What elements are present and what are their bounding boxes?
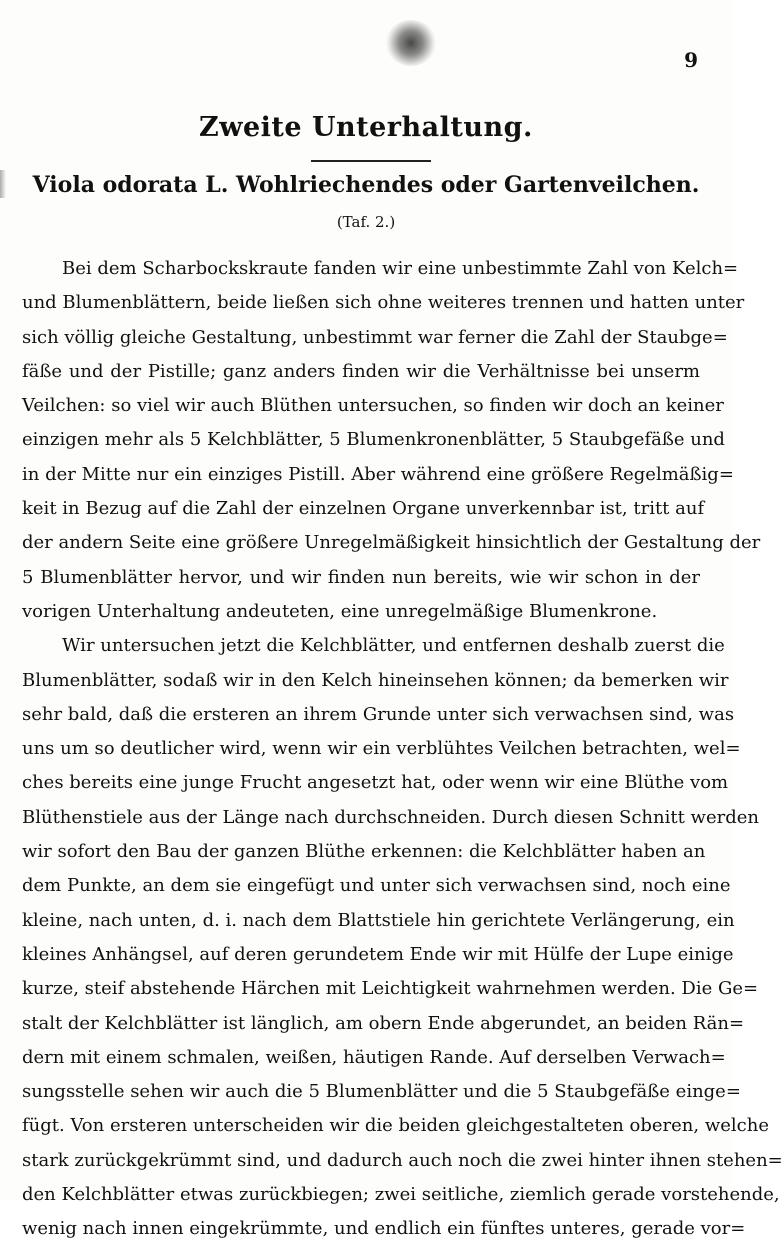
text-line: fäße und der Pistille; ganz anders finden wir die Verhältnisse bei unserm bbox=[22, 360, 700, 382]
text-line: Blumenblätter, sodaß wir in den Kelch hineinsehen können; da bemerken wir bbox=[22, 669, 729, 691]
text-line: dern mit einem schmalen, weißen, häutigen Rande. Auf derselben Verwach= bbox=[22, 1046, 726, 1068]
text-line: der andern Seite eine größere Unregelmäßigkeit hinsichtlich der Gestaltung der bbox=[22, 532, 761, 554]
text-line: sich völlig gleiche Gestaltung, unbestimmt war ferner die Zahl der Staubge= bbox=[22, 326, 728, 348]
text-line: stark zurückgekrümmt sind, und dadurch auch noch die zwei hinter ihnen stehen= bbox=[22, 1149, 783, 1171]
text-line: kleines Anhängsel, auf deren gerundetem Ende wir mit Hülfe der Lupe einige bbox=[22, 943, 734, 965]
text-line: in der Mitte nur ein einziges Pistill. Aber während eine größere Regelmäßig= bbox=[22, 463, 734, 485]
ink-smudge bbox=[386, 20, 436, 66]
text-line: vorigen Unterhaltung andeuteten, eine unregelmäßige Blumenkrone. bbox=[22, 600, 658, 622]
chapter-title: Zweite Unterhaltung. bbox=[199, 112, 533, 143]
text-line: wenig nach innen eingekrümmte, und endlich ein fünftes unteres, gerade vor= bbox=[22, 1218, 746, 1240]
page-number: 9 bbox=[684, 48, 698, 72]
text-line: uns um so deutlicher wird, wenn wir ein verblühtes Veilchen betrachten, wel= bbox=[22, 738, 741, 760]
text-line: sungsstelle sehen wir auch die 5 Blumenblätter und die 5 Staubgefäße einge= bbox=[22, 1081, 741, 1103]
title-divider bbox=[311, 160, 431, 162]
text-line: kurze, steif abstehende Härchen mit Leichtigkeit wahrnehmen werden. Die Ge= bbox=[22, 978, 759, 1000]
section-subtitle: Viola odorata L. Wohlriechendes oder Gartenveilchen. bbox=[32, 172, 700, 198]
text-line: einzigen mehr als 5 Kelchblätter, 5 Blumenkronenblätter, 5 Staubgefäße und bbox=[22, 429, 725, 451]
text-line: keit in Bezug auf die Zahl der einzelnen Organe unverkennbar ist, tritt auf bbox=[22, 498, 705, 520]
text-line: sehr bald, daß die ersteren an ihrem Grunde unter sich verwachsen sind, was bbox=[22, 703, 735, 725]
body-text bbox=[22, 252, 783, 1247]
text-line: fügt. Von ersteren unterscheiden wir die beiden gleichgestalteten oberen, welche bbox=[22, 1115, 769, 1137]
text-line: ches bereits eine junge Frucht angesetzt hat, oder wenn wir eine Blüthe vom bbox=[22, 772, 729, 794]
text-line: Wir untersuchen jetzt die Kelchblätter, und entfernen deshalb zuerst die bbox=[62, 635, 725, 657]
text-line: stalt der Kelchblätter ist länglich, am obern Ende abgerundet, an beiden Rän= bbox=[22, 1012, 745, 1034]
text-line: wir sofort den Bau der ganzen Blüthe erkennen: die Kelchblätter haben an bbox=[22, 841, 706, 863]
text-line: kleine, nach unten, d. i. nach dem Blattstiele hin gerichtete Verlängerung, ein bbox=[22, 909, 735, 931]
text-line: Bei dem Scharbockskraute fanden wir eine unbestimmte Zahl von Kelch= bbox=[62, 258, 739, 279]
text-line: Veilchen: so viel wir auch Blüthen untersuchen, so finden wir doch an keiner bbox=[22, 395, 724, 417]
text-line: und Blumenblättern, beide ließen sich ohne weiteres trennen und hatten unter bbox=[22, 292, 745, 314]
text-line: den Kelchblätter etwas zurückbiegen; zwei seitliche, ziemlich gerade vorstehende, bbox=[22, 1184, 780, 1206]
plate-reference: (Taf. 2.) bbox=[336, 213, 396, 231]
text-line: dem Punkte, an dem sie eingefügt und unter sich verwachsen sind, noch eine bbox=[22, 875, 731, 897]
text-line: 5 Blumenblätter hervor, und wir finden nun bereits, wie wir schon in der bbox=[22, 566, 700, 588]
text-line: Blüthenstiele aus der Länge nach durchschneiden. Durch diesen Schnitt werden bbox=[22, 806, 759, 828]
